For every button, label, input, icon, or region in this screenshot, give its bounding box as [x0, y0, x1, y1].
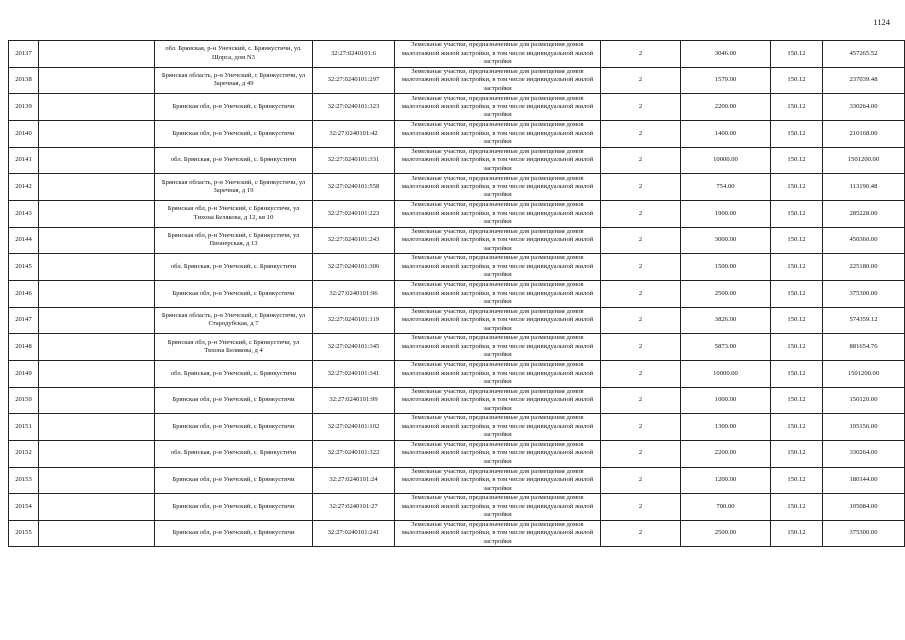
specific-value-cell: 150.12 [771, 334, 823, 361]
row-number-cell: 20143 [9, 200, 39, 227]
table-row [9, 360, 905, 387]
table-body [9, 41, 905, 547]
category-cell: 2 [601, 147, 681, 174]
category-cell: 2 [601, 120, 681, 147]
cadastral-number-cell: 32:27:0240101:322 [313, 440, 395, 467]
specific-value-cell: 150.12 [771, 494, 823, 521]
cadastral-number-cell: 32:27:0240101:42 [313, 120, 395, 147]
table-row [9, 440, 905, 467]
land-use-cell: Земельные участки, предназначенные для размещения домов малоэтажной жилой застройки, в том числе индивидуальной жилой застройки [395, 254, 601, 281]
cadastral-number-cell: 32:27:0240101:24 [313, 467, 395, 494]
table-row [9, 414, 905, 441]
land-use-cell: Земельные участки, предназначенные для размещения домов малоэтажной жилой застройки, в том числе индивидуальной жилой застройки [395, 360, 601, 387]
specific-value-cell: 150.12 [771, 41, 823, 68]
land-use-cell: Земельные участки, предназначенные для размещения домов малоэтажной жилой застройки, в том числе индивидуальной жилой застройки [395, 67, 601, 94]
area-cell: 3000.00 [681, 227, 771, 254]
address-cell: Брянская обл, р-н Унечский, с Брянкустичи [155, 120, 313, 147]
cadastral-number-cell: 32:27:0240101:119 [313, 307, 395, 334]
area-cell: 1200.00 [681, 467, 771, 494]
row-number-cell: 20150 [9, 387, 39, 414]
empty-cell [39, 120, 155, 147]
specific-value-cell: 150.12 [771, 387, 823, 414]
cadastral-value-cell: 330264.00 [823, 440, 905, 467]
cadastral-value-cell: 180144.00 [823, 467, 905, 494]
address-cell: Брянская область, р-н Унечский, с Брянкустичи, ул Стародубская, д 7 [155, 307, 313, 334]
land-use-cell: Земельные участки, предназначенные для размещения домов малоэтажной жилой застройки, в том числе индивидуальной жилой застройки [395, 147, 601, 174]
table-row [9, 41, 905, 68]
area-cell: 10000.00 [681, 360, 771, 387]
address-cell: обл. Брянская, р-н Унечский, с. Брянкустичи [155, 147, 313, 174]
land-use-cell: Земельные участки, предназначенные для размещения домов малоэтажной жилой застройки, в том числе индивидуальной жилой застройки [395, 174, 601, 201]
category-cell: 2 [601, 414, 681, 441]
category-cell: 2 [601, 41, 681, 68]
row-number-cell: 20142 [9, 174, 39, 201]
address-cell: Брянская обл, р-н Унечский, с Брянкустичи [155, 520, 313, 547]
land-use-cell: Земельные участки, предназначенные для размещения домов малоэтажной жилой застройки, в том числе индивидуальной жилой застройки [395, 520, 601, 547]
land-use-cell: Земельные участки, предназначенные для размещения домов малоэтажной жилой застройки, в том числе индивидуальной жилой застройки [395, 467, 601, 494]
empty-cell [39, 414, 155, 441]
empty-cell [39, 494, 155, 521]
cadastral-number-cell: 32:27:0240101:558 [313, 174, 395, 201]
cadastral-number-cell: 32:27:0240101:323 [313, 94, 395, 121]
cadastral-number-cell: 32:27:0240101:345 [313, 334, 395, 361]
specific-value-cell: 150.12 [771, 227, 823, 254]
address-cell: Брянская обл, р-н Унечский, с Брянкустичи [155, 94, 313, 121]
address-cell: Брянская обл, р-н Унечский, с Брянкустичи, ул Тихона Белякова, д 4 [155, 334, 313, 361]
row-number-cell: 20137 [9, 41, 39, 68]
specific-value-cell: 150.12 [771, 67, 823, 94]
land-use-cell: Земельные участки, предназначенные для размещения домов малоэтажной жилой застройки, в том числе индивидуальной жилой застройки [395, 94, 601, 121]
specific-value-cell: 150.12 [771, 440, 823, 467]
address-cell: Брянская обл, р-н Унечский, с Брянкустичи [155, 467, 313, 494]
table-row [9, 94, 905, 121]
cadastral-number-cell: 32:27:0240101:241 [313, 520, 395, 547]
table-row [9, 67, 905, 94]
category-cell: 2 [601, 94, 681, 121]
area-cell: 2500.00 [681, 520, 771, 547]
area-cell: 1500.00 [681, 254, 771, 281]
empty-cell [39, 467, 155, 494]
address-cell: Брянская обл, р-н Унечский, с Брянкустичи [155, 494, 313, 521]
specific-value-cell: 150.12 [771, 360, 823, 387]
empty-cell [39, 280, 155, 307]
land-use-cell: Земельные участки, предназначенные для размещения домов малоэтажной жилой застройки, в том числе индивидуальной жилой застройки [395, 227, 601, 254]
area-cell: 754.00 [681, 174, 771, 201]
land-use-cell: Земельные участки, предназначенные для размещения домов малоэтажной жилой застройки, в том числе индивидуальной жилой застройки [395, 200, 601, 227]
table-row [9, 174, 905, 201]
row-number-cell: 20153 [9, 467, 39, 494]
category-cell: 2 [601, 360, 681, 387]
category-cell: 2 [601, 254, 681, 281]
specific-value-cell: 150.12 [771, 254, 823, 281]
cadastral-value-cell: 113190.48 [823, 174, 905, 201]
cadastral-value-table [8, 40, 905, 547]
address-cell: обл. Брянская, р-н Унечский, с. Брянкустичи [155, 440, 313, 467]
cadastral-number-cell: 32:27:0240101:243 [313, 227, 395, 254]
table-row [9, 334, 905, 361]
cadastral-value-cell: 237039.48 [823, 67, 905, 94]
cadastral-value-cell: 285228.00 [823, 200, 905, 227]
category-cell: 2 [601, 494, 681, 521]
land-use-cell: Земельные участки, предназначенные для размещения домов малоэтажной жилой застройки, в том числе индивидуальной жилой застройки [395, 41, 601, 68]
area-cell: 3826.00 [681, 307, 771, 334]
cadastral-value-cell: 330264.00 [823, 94, 905, 121]
cadastral-value-cell: 195156.00 [823, 414, 905, 441]
land-use-cell: Земельные участки, предназначенные для размещения домов малоэтажной жилой застройки, в том числе индивидуальной жилой застройки [395, 494, 601, 521]
table-row [9, 467, 905, 494]
land-use-cell: Земельные участки, предназначенные для размещения домов малоэтажной жилой застройки, в том числе индивидуальной жилой застройки [395, 280, 601, 307]
cadastral-value-cell: 210168.00 [823, 120, 905, 147]
category-cell: 2 [601, 467, 681, 494]
land-use-cell: Земельные участки, предназначенные для размещения домов малоэтажной жилой застройки, в том числе индивидуальной жилой застройки [395, 387, 601, 414]
empty-cell [39, 94, 155, 121]
category-cell: 2 [601, 307, 681, 334]
area-cell: 2200.00 [681, 440, 771, 467]
land-use-cell: Земельные участки, предназначенные для размещения домов малоэтажной жилой застройки, в том числе индивидуальной жилой застройки [395, 334, 601, 361]
empty-cell [39, 307, 155, 334]
table-row [9, 254, 905, 281]
area-cell: 1000.00 [681, 387, 771, 414]
category-cell: 2 [601, 387, 681, 414]
category-cell: 2 [601, 440, 681, 467]
cadastral-value-cell: 457265.52 [823, 41, 905, 68]
address-cell: Брянская обл, р-н Унечский, с Брянкустичи [155, 414, 313, 441]
row-number-cell: 20147 [9, 307, 39, 334]
empty-cell [39, 200, 155, 227]
category-cell: 2 [601, 280, 681, 307]
area-cell: 3046.00 [681, 41, 771, 68]
cadastral-number-cell: 32:27:0240101:27 [313, 494, 395, 521]
table-row [9, 494, 905, 521]
specific-value-cell: 150.12 [771, 200, 823, 227]
specific-value-cell: 150.12 [771, 520, 823, 547]
category-cell: 2 [601, 200, 681, 227]
row-number-cell: 20151 [9, 414, 39, 441]
cadastral-number-cell: 32:27:0240101:6 [313, 41, 395, 68]
row-number-cell: 20146 [9, 280, 39, 307]
row-number-cell: 20145 [9, 254, 39, 281]
category-cell: 2 [601, 520, 681, 547]
empty-cell [39, 67, 155, 94]
area-cell: 1400.00 [681, 120, 771, 147]
address-cell: Брянская область, р-н Унечский, с Брянкустичи, ул Заречная, д 19 [155, 174, 313, 201]
specific-value-cell: 150.12 [771, 467, 823, 494]
specific-value-cell: 150.12 [771, 94, 823, 121]
land-use-cell: Земельные участки, предназначенные для размещения домов малоэтажной жилой застройки, в том числе индивидуальной жилой застройки [395, 307, 601, 334]
category-cell: 2 [601, 227, 681, 254]
land-use-cell: Земельные участки, предназначенные для размещения домов малоэтажной жилой застройки, в том числе индивидуальной жилой застройки [395, 440, 601, 467]
area-cell: 10000.00 [681, 147, 771, 174]
row-number-cell: 20149 [9, 360, 39, 387]
row-number-cell: 20139 [9, 94, 39, 121]
area-cell: 1900.00 [681, 200, 771, 227]
cadastral-value-cell: 150120.00 [823, 387, 905, 414]
row-number-cell: 20140 [9, 120, 39, 147]
cadastral-value-cell: 450360.00 [823, 227, 905, 254]
category-cell: 2 [601, 67, 681, 94]
specific-value-cell: 150.12 [771, 414, 823, 441]
cadastral-value-cell: 881654.76 [823, 334, 905, 361]
area-cell: 1300.00 [681, 414, 771, 441]
specific-value-cell: 150.12 [771, 120, 823, 147]
cadastral-value-cell: 1501200.00 [823, 360, 905, 387]
table-row [9, 120, 905, 147]
row-number-cell: 20144 [9, 227, 39, 254]
cadastral-number-cell: 32:27:0240101:99 [313, 387, 395, 414]
empty-cell [39, 254, 155, 281]
address-cell: Брянская обл, р-н Унечский, с Брянкустичи [155, 387, 313, 414]
cadastral-value-cell: 574359.12 [823, 307, 905, 334]
area-cell: 2200.00 [681, 94, 771, 121]
empty-cell [39, 387, 155, 414]
cadastral-number-cell: 32:27:0240101:223 [313, 200, 395, 227]
row-number-cell: 20148 [9, 334, 39, 361]
cadastral-number-cell: 32:27:0240101:341 [313, 360, 395, 387]
row-number-cell: 20154 [9, 494, 39, 521]
table-row [9, 387, 905, 414]
area-cell: 1579.00 [681, 67, 771, 94]
table-row [9, 280, 905, 307]
address-cell: Брянская область, р-н Унечский, с Брянкустичи, ул Заречная, д 49 [155, 67, 313, 94]
land-use-cell: Земельные участки, предназначенные для размещения домов малоэтажной жилой застройки, в том числе индивидуальной жилой застройки [395, 120, 601, 147]
table-row [9, 227, 905, 254]
table-row [9, 307, 905, 334]
specific-value-cell: 150.12 [771, 307, 823, 334]
address-cell: обл. Брянская, р-н Унечский, с. Брянкустичи [155, 360, 313, 387]
empty-cell [39, 440, 155, 467]
cadastral-number-cell: 32:27:0240101:96 [313, 280, 395, 307]
specific-value-cell: 150.12 [771, 147, 823, 174]
empty-cell [39, 360, 155, 387]
cadastral-value-cell: 1501200.00 [823, 147, 905, 174]
address-cell: Брянская обл, р-н Унечский, с Брянкустичи, ул Пионерская, д 13 [155, 227, 313, 254]
area-cell: 700.00 [681, 494, 771, 521]
cadastral-number-cell: 32:27:0240101:102 [313, 414, 395, 441]
row-number-cell: 20138 [9, 67, 39, 94]
cadastral-number-cell: 32:27:0240101:297 [313, 67, 395, 94]
cadastral-value-cell: 105084.00 [823, 494, 905, 521]
address-cell: Брянская обл, р-н Унечский, с Брянкустичи, ул Тихона Белякова, д 12, кв 10 [155, 200, 313, 227]
empty-cell [39, 334, 155, 361]
page-number: 1124 [873, 17, 890, 27]
table-row [9, 520, 905, 547]
specific-value-cell: 150.12 [771, 174, 823, 201]
category-cell: 2 [601, 174, 681, 201]
specific-value-cell: 150.12 [771, 280, 823, 307]
empty-cell [39, 174, 155, 201]
cadastral-value-cell: 225180.00 [823, 254, 905, 281]
address-cell: обл. Брянская, р-н Унечский, с. Брянкустичи [155, 254, 313, 281]
table-row [9, 200, 905, 227]
empty-cell [39, 147, 155, 174]
cadastral-number-cell: 32:27:0240101:306 [313, 254, 395, 281]
table-row [9, 147, 905, 174]
category-cell: 2 [601, 334, 681, 361]
area-cell: 2500.00 [681, 280, 771, 307]
land-use-cell: Земельные участки, предназначенные для размещения домов малоэтажной жилой застройки, в том числе индивидуальной жилой застройки [395, 414, 601, 441]
empty-cell [39, 41, 155, 68]
address-cell: Брянская обл, р-н Унечский, с Брянкустичи [155, 280, 313, 307]
cadastral-number-cell: 32:27:0240101:331 [313, 147, 395, 174]
empty-cell [39, 520, 155, 547]
row-number-cell: 20141 [9, 147, 39, 174]
area-cell: 5873.00 [681, 334, 771, 361]
row-number-cell: 20152 [9, 440, 39, 467]
empty-cell [39, 227, 155, 254]
cadastral-value-cell: 375300.00 [823, 520, 905, 547]
row-number-cell: 20155 [9, 520, 39, 547]
address-cell: обл. Брянская, р-н Унечский, с. Брянкустичи, ул. Щорса, дом N3 [155, 41, 313, 68]
cadastral-value-cell: 375300.00 [823, 280, 905, 307]
